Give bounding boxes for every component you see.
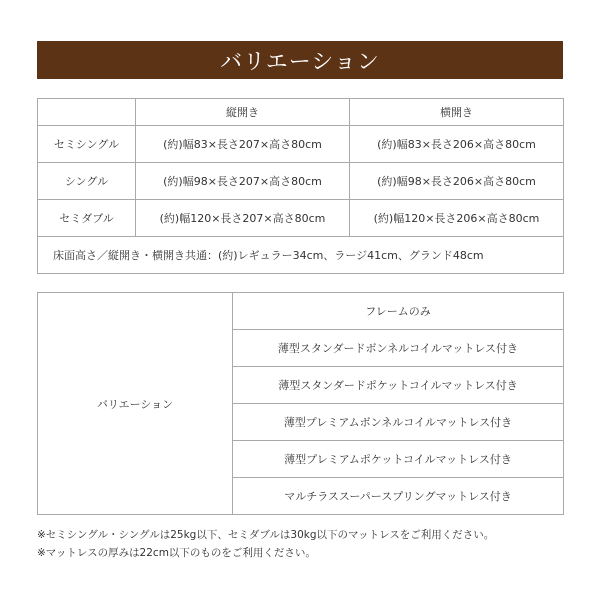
variation-label: バリエーション bbox=[38, 293, 233, 515]
row-label: セミシングル bbox=[38, 126, 136, 163]
notes bbox=[37, 526, 494, 562]
row-vertical-size: (約)幅98×長さ207×高さ80cm bbox=[136, 163, 350, 200]
row-horizontal-size: (約)幅120×長さ206×高さ80cm bbox=[350, 200, 564, 237]
variation-item: 薄型スタンダードポケットコイルマットレス付き bbox=[233, 367, 564, 404]
row-vertical-size: (約)幅83×長さ207×高さ80cm bbox=[136, 126, 350, 163]
table-row bbox=[38, 126, 564, 163]
floor-height-note: 床面高さ／縦開き・横開き共通：(約)レギュラー34cm、ラージ41cm、グランド48cm bbox=[38, 237, 564, 274]
size-table-header bbox=[38, 99, 564, 126]
variation-table bbox=[37, 292, 564, 515]
size-table bbox=[37, 98, 564, 274]
variation-item: マルチラススーパースプリングマットレス付き bbox=[233, 478, 564, 515]
note-weight: ※セミシングル・シングルは25kg以下、セミダブルは30kg以下のマットレスをご利用ください。 bbox=[37, 529, 495, 541]
note-thickness: ※マットレスの厚みは22cm以下のものをご利用ください。 bbox=[37, 547, 316, 559]
variation-item: 薄型プレミアムポケットコイルマットレス付き bbox=[233, 441, 564, 478]
variation-item: 薄型スタンダードボンネルコイルマットレス付き bbox=[233, 330, 564, 367]
header-empty-cell bbox=[38, 99, 136, 126]
row-horizontal-size: (約)幅83×長さ206×高さ80cm bbox=[350, 126, 564, 163]
table-row bbox=[38, 163, 564, 200]
title-banner bbox=[37, 41, 563, 79]
row-vertical-size: (約)幅120×長さ207×高さ80cm bbox=[136, 200, 350, 237]
banner-title: バリエーション bbox=[220, 49, 380, 75]
variation-item: フレームのみ bbox=[233, 293, 564, 330]
header-horizontal: 横開き bbox=[350, 99, 564, 126]
row-label: シングル bbox=[38, 163, 136, 200]
variation-row bbox=[38, 293, 564, 330]
row-horizontal-size: (約)幅98×長さ206×高さ80cm bbox=[350, 163, 564, 200]
floor-height-row bbox=[38, 237, 564, 274]
variation-item: 薄型プレミアムボンネルコイルマットレス付き bbox=[233, 404, 564, 441]
header-vertical: 縦開き bbox=[136, 99, 350, 126]
table-row bbox=[38, 200, 564, 237]
row-label: セミダブル bbox=[38, 200, 136, 237]
